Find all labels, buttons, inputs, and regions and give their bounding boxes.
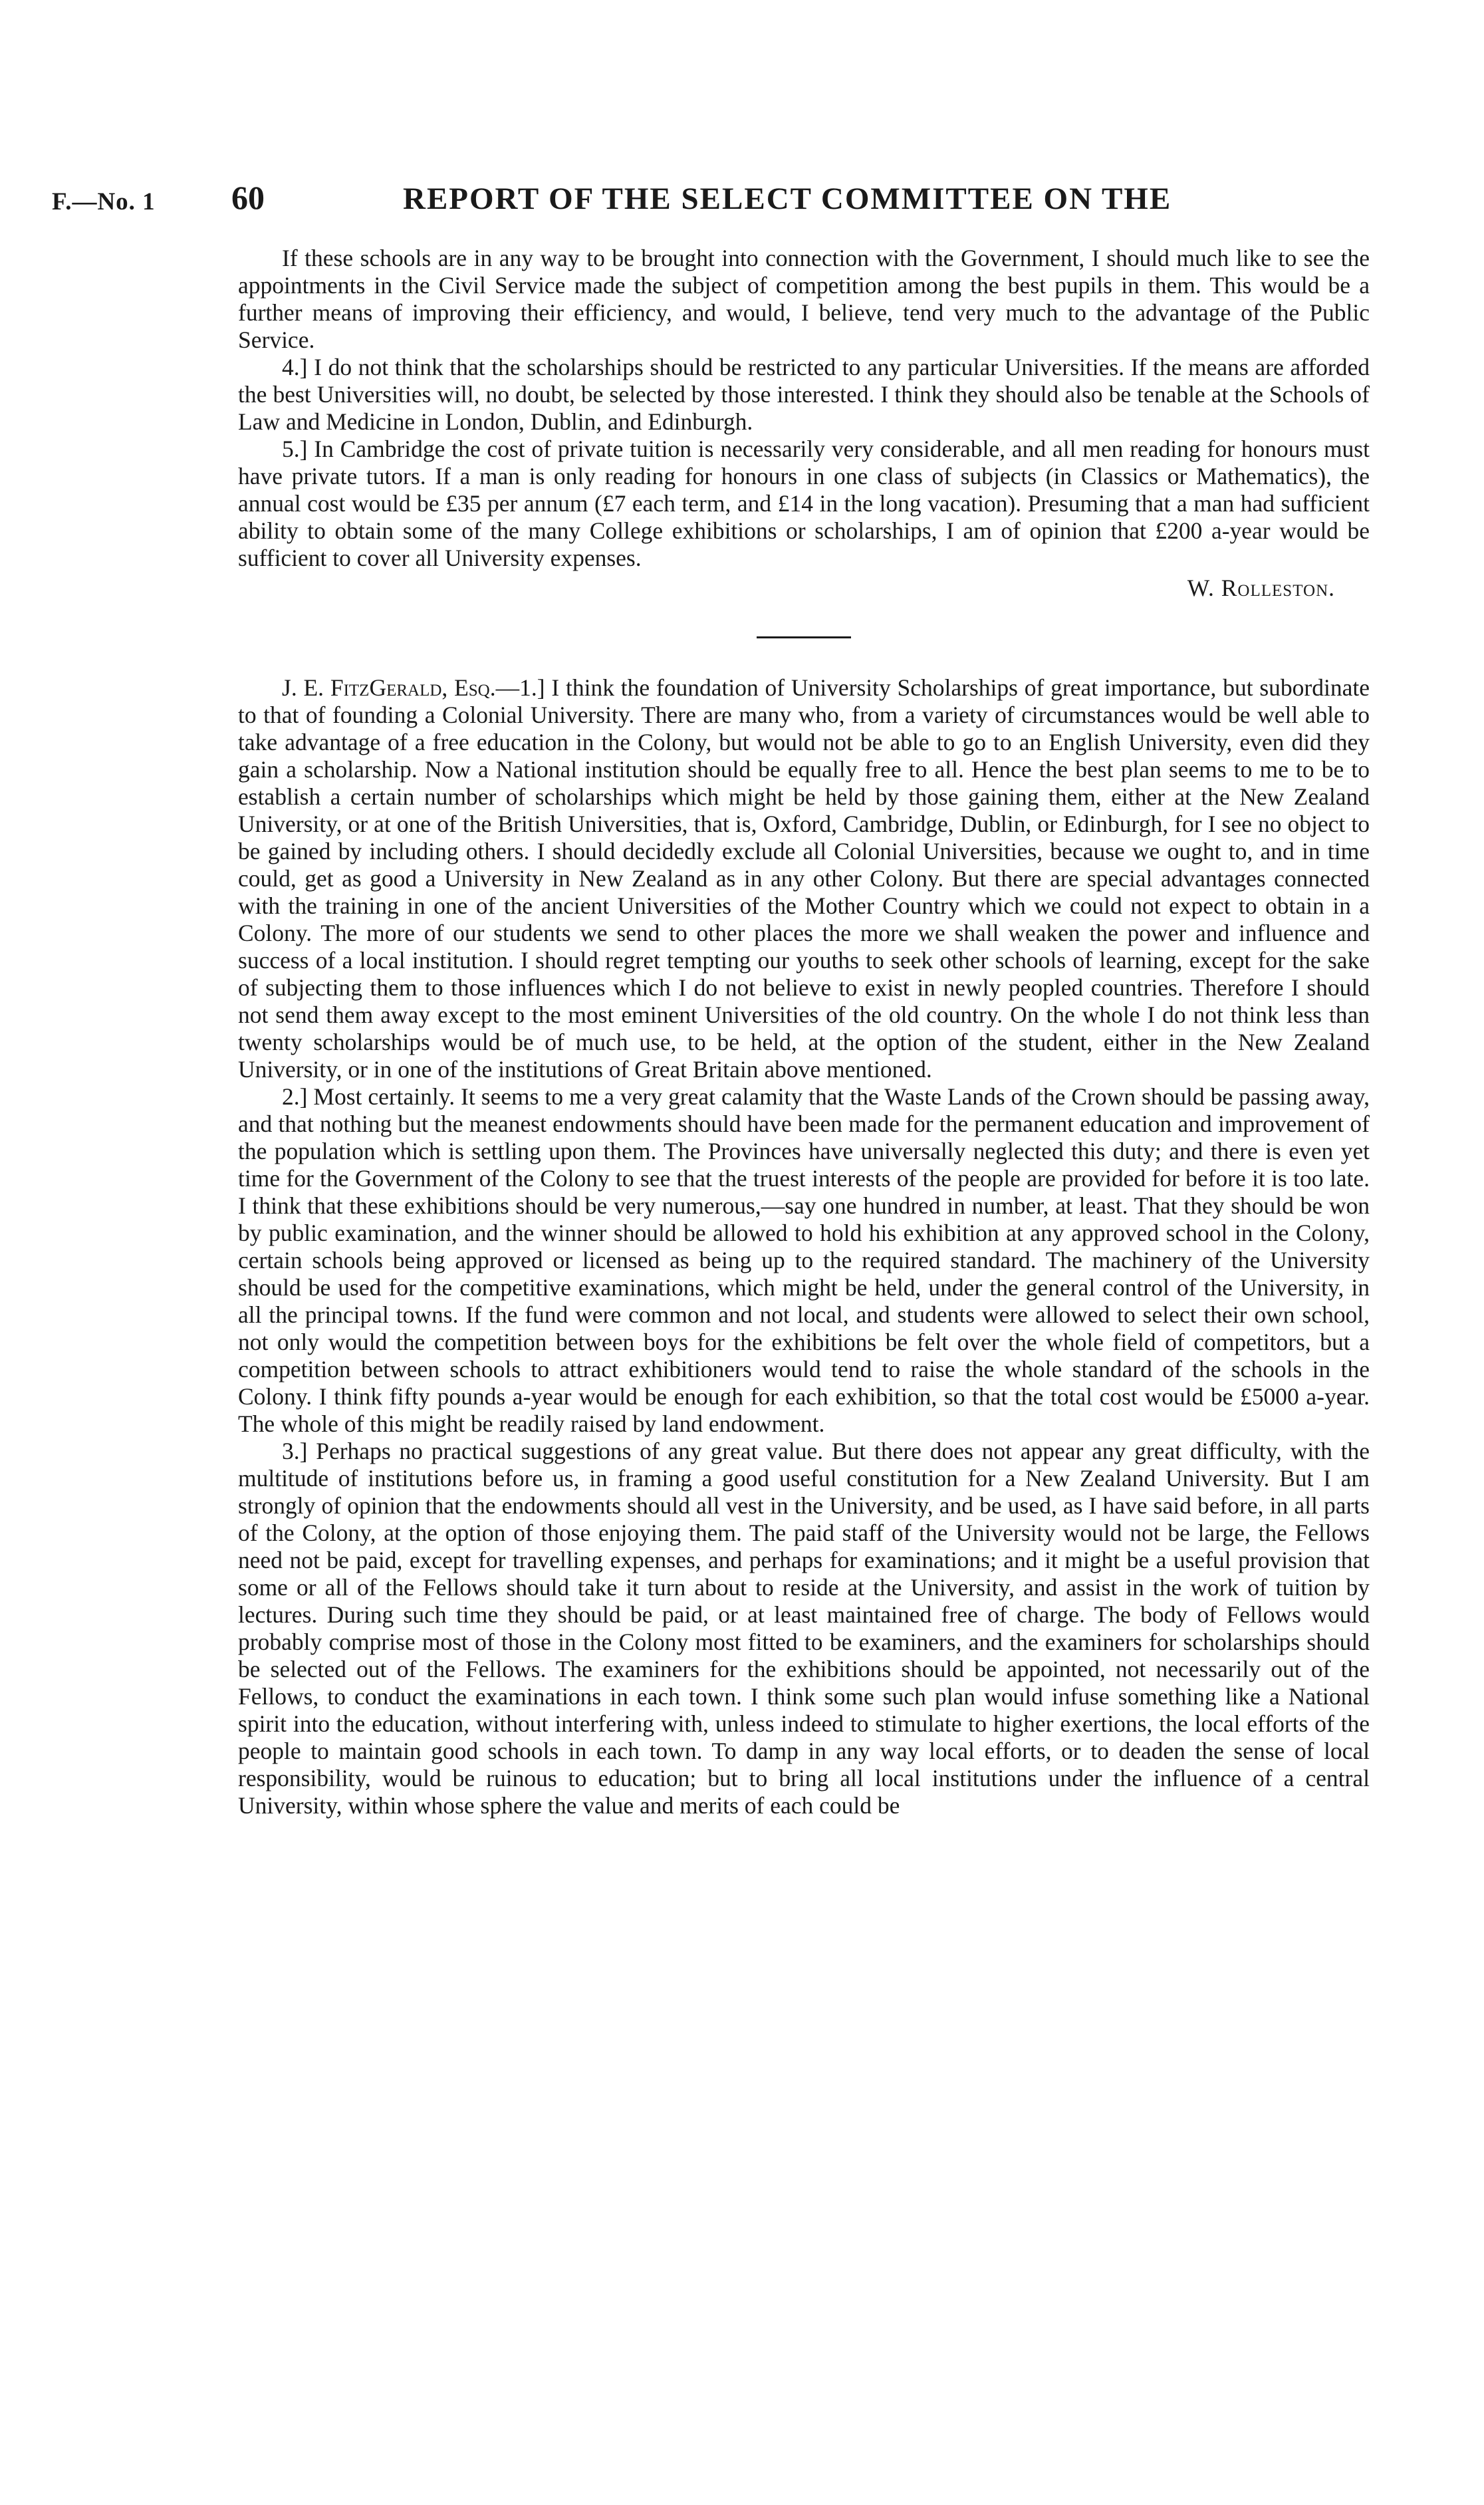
- fitzgerald-evidence: [238, 674, 1370, 1819]
- section-divider: [757, 636, 851, 638]
- page-number: 60: [231, 179, 265, 216]
- paragraph: 5.] In Cambridge the cost of private tuition is necessarily very considerable, and all men reading for honours must have private tutors. If a man is only reading for honours in one class of subjects (in Classics or Mathematics), the annual cost would be £35 per annum (£7 each term, and £14 in the long vacation). Presuming that a man had sufficient ability to obtain some of the many College exhibitions or scholarships, I am of opinion that £200 a-year would be sufficient to cover all University expenses.: [238, 436, 1370, 571]
- rolleston-evidence: [238, 245, 1370, 602]
- paragraph: 2.] Most certainly. It seems to me a very great calamity that the Waste Lands of the Crown should be passing away, and that nothing but the meanest endowments should have been made for the permanent education and improvement of the population which is settling upon them. The Provinces have universally neglected this duty; and there is even yet time for the Government of the Colony to see that the truest interests of the people are provided for before it is too late. I think that these exhibitions should be very numerous,—say one hundred in number, at least. That they should be won by public examination, and the winner should be allowed to hold his exhibition at any approved school in the Colony, certain schools being approved or licensed as being up to the required standard. The machinery of the University should be used for the competitive examinations, which might be held, under the general control of the University, in all the principal towns. If the fund were common and not local, and students were allowed to select their own school, not only would the competition between boys for the exhibitions be felt over the whole field of competitors, but a competition between schools to attract exhibitioners would tend to raise the whole standard of the schools in the Colony. I think fifty pounds a-year would be enough for each exhibition, so that the total cost would be £5000 a-year. The whole of this might be readily raised by land endowment.: [238, 1083, 1370, 1437]
- paragraph: If these schools are in any way to be brought into connection with the Government, I should much like to see the appointments in the Civil Service made the subject of competition among the best pupils in them. This would be a further means of improving their efficiency, and would, I believe, tend very much to the advantage of the Public Service.: [238, 245, 1370, 353]
- speaker-name: J. E. FitzGerald, Esq.: [282, 674, 496, 701]
- page-body: [238, 245, 1370, 1819]
- running-title: REPORT OF THE SELECT COMMITTEE ON THE: [403, 182, 1172, 216]
- paragraph: 3.] Perhaps no practical suggestions of any great value. But there does not appear any great difficulty, with the multitude of institutions before us, in framing a good useful constitution for a New Zealand University. But I am strongly of opinion that the endowments should all vest in the University, and be used, as I have said before, in all parts of the Colony, at the option of those enjoying them. The paid staff of the University would not be large, the Fellows need not be paid, except for travelling expenses, and perhaps for examinations; and it might be a useful provision that some or all of the Fellows should take it turn about to reside at the University, and assist in the work of tuition by lectures. During such time they should be paid, or at least maintained free of charge. The body of Fellows would probably comprise most of those in the Colony most fitted to be examiners, and the examiners for scholarships should be selected out of the Fellows. The examiners for the exhibitions should be appointed, not necessarily out of the Fellows, to conduct the examinations in each town. I think some such plan would infuse something like a National spirit into the education, without interfering with, unless indeed to stimulate to higher exertions, the local efforts of the people to maintain good schools in each town. To damp in any way local efforts, or to deaden the sense of local responsibility, would be ruinous to education; but to bring all local institutions under the influence of a central University, within whose sphere the value and merits of each could be: [238, 1438, 1370, 1819]
- paragraph-text: —1.] I think the foundation of University Scholarships of great importance, but subordinate to that of founding a Colonial University. There are many who, from a variety of circumstances would be well able to take advantage of a free education in the Colony, but would not be able to go to an English University, even did they gain a scholarship. Now a National institution should be equally free to all. Hence the best plan seems to me to be to establish a certain number of scholarships which might be held by those gaining them, either at the New Zealand University, or at one of the British Universities, that is, Oxford, Cambridge, Dublin, or Edinburgh, for I see no object to be gained by including others. I should decidedly exclude all Colonial Universities, because we ought to, and in time could, get as good a University in New Zealand as in any other Colony. But there are special advantages connected with the training in one of the ancient Universities of the Mother Country which we could not expect to obtain in a Colony. The more of our students we send to other places the more we shall weaken the power and influence and success of a local institution. I should regret tempting our youths to seek other schools of learning, except for the sake of subjecting them to those influences which I do not believe to exist in newly peopled countries. Therefore I should not send them away except to the most eminent Universities of the old country. On the whole I do not think less than twenty scholarships would be of much use, to be held, at the option of the student, either in the New Zealand University, or in one of the institutions of Great Britain above mentioned.: [238, 674, 1370, 1083]
- signature: W. Rolleston.: [1187, 575, 1335, 601]
- page-header: [52, 178, 1382, 225]
- series-number: F.—No. 1: [52, 188, 156, 215]
- paragraph: [238, 674, 1370, 1083]
- paragraph: 4.] I do not think that the scholarships should be restricted to any particular Universities. If the means are afforded the best Universities will, no doubt, be selected by those interested. I think they should also be tenable at the Schools of Law and Medicine in London, Dublin, and Edinburgh.: [238, 354, 1370, 435]
